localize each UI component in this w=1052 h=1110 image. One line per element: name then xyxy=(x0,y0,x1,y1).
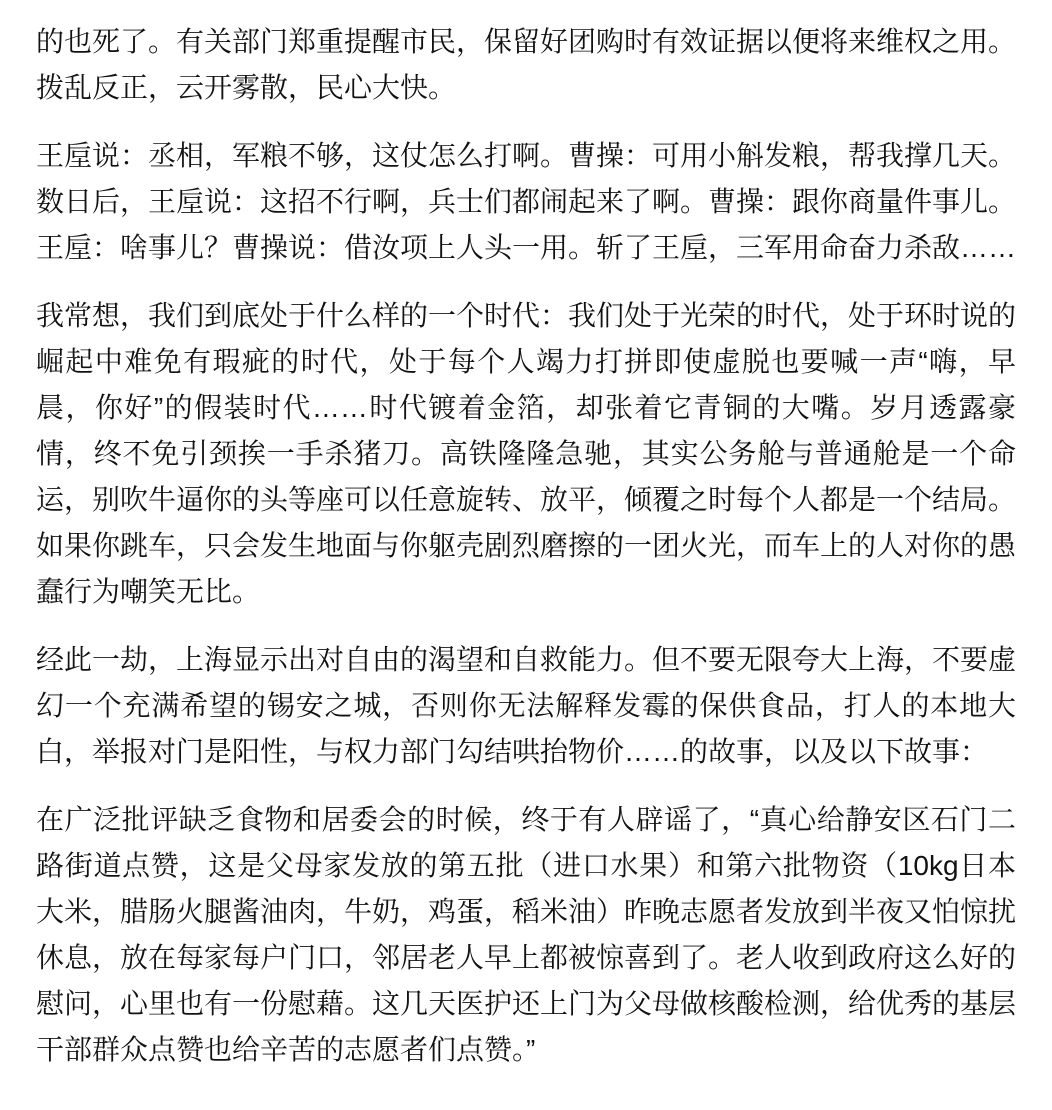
paragraph-4: 经此一劫，上海显示出对自由的渴望和自救能力。但不要无限夸大上海，不要虚幻一个充满希望的锡安之城，否则你无法解释发霉的保供食品，打人的本地大白，举报对门是阳性，与权力部门勾结哄抬物价……的故事，以及以下故事： xyxy=(36,644,1017,767)
paragraph-1: 的也死了。有关部门郑重提醒市民，保留好团购时有效证据以便将来维权之用。拨乱反正，云开雾散，民心大快。 xyxy=(36,26,1017,103)
paragraph-3: 我常想，我们到底处于什么样的一个时代：我们处于光荣的时代，处于环时说的崛起中难免有瑕疵的时代，处于每个人竭力打拼即使虚脱也要喊一声“嗨，早晨，你好”的假装时代……时代镀着金箔，却张着它青铜的大嘴。岁月透露豪情，终不免引颈挨一手杀猪刀。高铁隆隆急驰，其实公务舱与普通舱是一个命运，别吹牛逼你的头等座可以任意旋转、放平，倾覆之时每个人都是一个结局。如果你跳车，只会发生地面与你躯壳剧烈磨擦的一团火光，而车上的人对你的愚蠢行为嘲笑无比。 xyxy=(36,300,1017,607)
paragraph-5: 在广泛批评缺乏食物和居委会的时候，终于有人辟谣了，“真心给静安区石门二路街道点赞，这是父母家发放的第五批（进口水果）和第六批物资（10kg日本大米，腊肠火腿酱油肉，牛奶，鸡蛋，稻米油）昨晚志愿者发放到半夜又怕惊扰休息，放在每家每户门口，邻居老人早上都被惊喜到了。老人收到政府这么好的慰问，心里也有一份慰藉。这几天医护还上门为父母做核酸检测，给优秀的基层干部群众点赞也给辛苦的志愿者们点赞。” xyxy=(36,804,1017,1065)
paragraph-2: 王垕说：丞相，军粮不够，这仗怎么打啊。曹操：可用小斛发粮，帮我撑几天。数日后，王垕说：这招不行啊，兵士们都闹起来了啊。曹操：跟你商量件事儿。王垕：啥事儿？曹操说：借汝项上人头一用。斩了王垕，三军用命奋力杀敌…… xyxy=(36,140,1017,263)
